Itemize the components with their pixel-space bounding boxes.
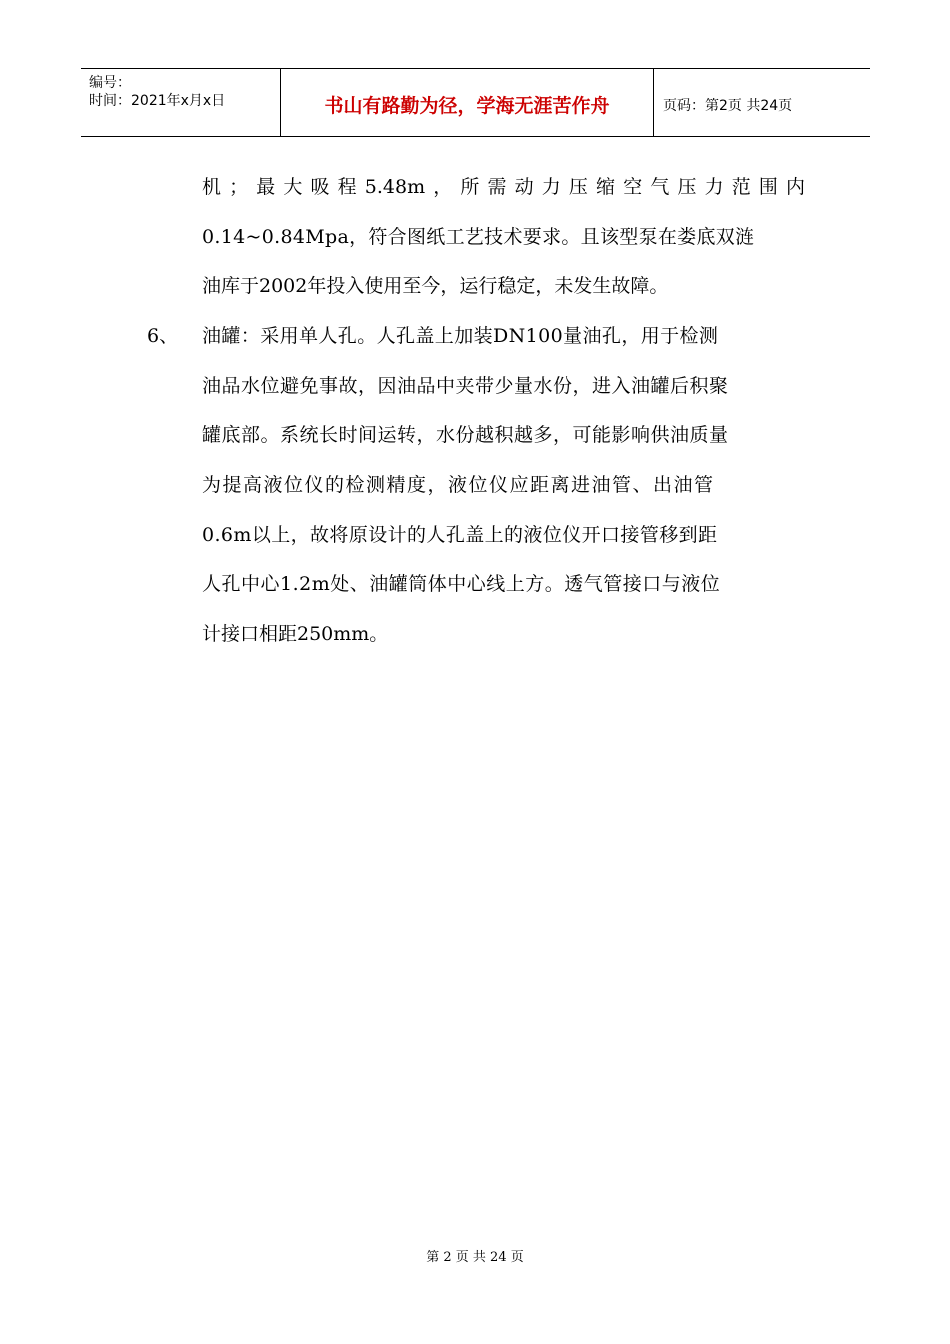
body-line: 0.6m以上，故将原设计的人孔盖上的液位仪开口接管移到距: [202, 524, 718, 546]
page-header: [81, 68, 870, 137]
body-line: 罐底部。系统长时间运转，水份越积越多，可能影响供油质量: [202, 424, 729, 446]
header-motto: 书山有路勤为径，学海无涯苦作舟: [281, 69, 654, 136]
header-page-number: 页码：第2页 共24页: [663, 97, 793, 114]
body-line: 油品水位避免事故，因油品中夹带少量水份，进入油罐后积聚: [202, 375, 729, 397]
list-item-number: 6、: [147, 325, 179, 347]
header-meta: [81, 69, 281, 136]
body-line: 0.14~0.84Mpa，符合图纸工艺技术要求。且该型泵在娄底双涟: [202, 226, 755, 248]
body-line: 为提高液位仪的检测精度，液位仪应距离进油管、出油管: [202, 474, 715, 496]
document-number: 编号：: [89, 75, 131, 91]
body-line: 油库于2002年投入使用至今，运行稳定，未发生故障。: [202, 275, 669, 297]
page-footer: 第 2 页 共 24 页: [426, 1250, 524, 1265]
body-line: 油罐：采用单人孔。人孔盖上加装DN100量油孔，用于检测: [202, 325, 719, 347]
document-date: 时间：2021年x月x日: [89, 93, 226, 109]
body-line: 人孔中心1.2m处、油罐筒体中心线上方。透气管接口与液位: [202, 573, 721, 595]
body-line: 机；最大吸程5.48m，所需动力压缩空气压力范围内: [202, 176, 805, 198]
body-line: 计接口相距250mm。: [202, 623, 389, 645]
